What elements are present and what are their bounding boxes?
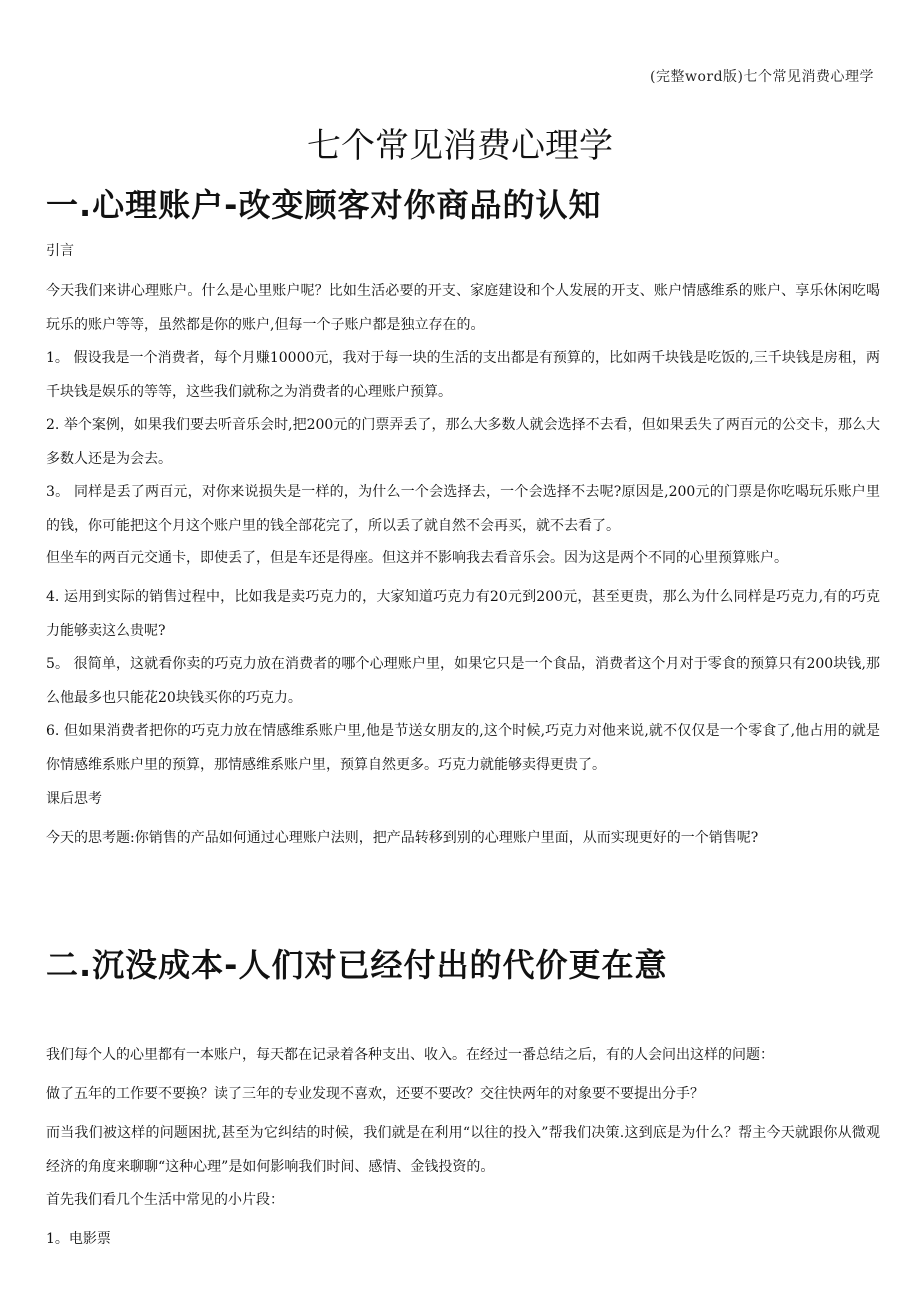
paragraph: 今天我们来讲心理账户。什么是心里账户呢？比如生活必要的开支、家庭建设和个人发展的开支、账户情感维系的账户、享乐休闲吃喝玩乐的账户等等，虽然都是你的账户,但每一个子账户都是独立存在的。 [46,283,880,333]
document-title: 七个常见消费心理学 [307,126,613,166]
paragraph: 但坐车的两百元交通卡，即使丢了，但是车还是得座。但这并不影响我去看音乐会。因为这是两个不同的心里预算账户。 [46,550,788,566]
paragraph: 1。电影票 [46,1231,111,1247]
paragraph: 6. 但如果消费者把你的巧克力放在情感维系账户里,他是节送女朋友的,这个时候,巧克力对他来说,就不仅仅是一个零食了,他占用的就是你情感维系账户里的预算，那情感维系账户里，预算自然更多。巧克力就能够卖得更贵了。 [46,723,880,773]
paragraph: 而当我们被这样的问题困扰,甚至为它纠结的时候，我们就是在利用“以往的投入”帮我们决策.这到底是为什么？帮主今天就跟你从微观经济的角度来聊聊“这种心理”是如何影响我们时间、感情、金钱投资的。 [46,1125,880,1175]
paragraph: 1。 假设我是一个消费者，每个月赚10000元，我对于每一块的生活的支出都是有预算的，比如两千块钱是吃饭的,三千块钱是房租，两千块钱是娱乐的等等，这些我们就称之为消费者的心理账户预算。 [46,350,880,400]
header-note: (完整word版)七个常见消费心理学 [650,69,874,85]
paragraph: 引言 [46,243,74,259]
paragraph: 首先我们看几个生活中常见的小片段： [46,1192,284,1208]
section-2-heading: 二.沉没成本-人们对已经付出的代价更在意 [46,946,668,984]
paragraph: 5。 很简单，这就看你卖的巧克力放在消费者的哪个心理账户里，如果它只是一个食品，消费者这个月对于零食的预算只有200块钱,那么他最多也只能花20块钱买你的巧克力。 [46,656,880,706]
paragraph: 课后思考 [46,791,102,807]
paragraph: 2. 举个案例，如果我们要去听音乐会时,把200元的门票弄丢了，那么大多数人就会选择不去看，但如果丢失了两百元的公交卡，那么大多数人还是为会去。 [46,417,880,467]
paragraph: 做了五年的工作要不要换？读了三年的专业发现不喜欢，还要不要改？交往快两年的对象要不要提出分手？ [46,1086,704,1102]
section-1-heading: 一.心理账户-改变顾客对你商品的认知 [46,186,602,224]
paragraph: 3。 同样是丢了两百元，对你来说损失是一样的，为什么一个会选择去，一个会选择不去呢?原因是,200元的门票是你吃喝玩乐账户里的钱，你可能把这个月这个账户里的钱全部花完了，所以丢了就自然不会再买，就不去看了。 [46,484,880,534]
paragraph: 今天的思考题:你销售的产品如何通过心理账户法则，把产品转移到别的心理账户里面，从而实现更好的一个销售呢? [46,830,759,846]
paragraph: 4. 运用到实际的销售过程中，比如我是卖巧克力的，大家知道巧克力有20元到200元，甚至更贵，那么为什么同样是巧克力,有的巧克力能够卖这么贵呢? [46,589,880,639]
paragraph: 我们每个人的心里都有一本账户，每天都在记录着各种支出、收入。在经过一番总结之后，有的人会问出这样的问题： [46,1047,774,1063]
